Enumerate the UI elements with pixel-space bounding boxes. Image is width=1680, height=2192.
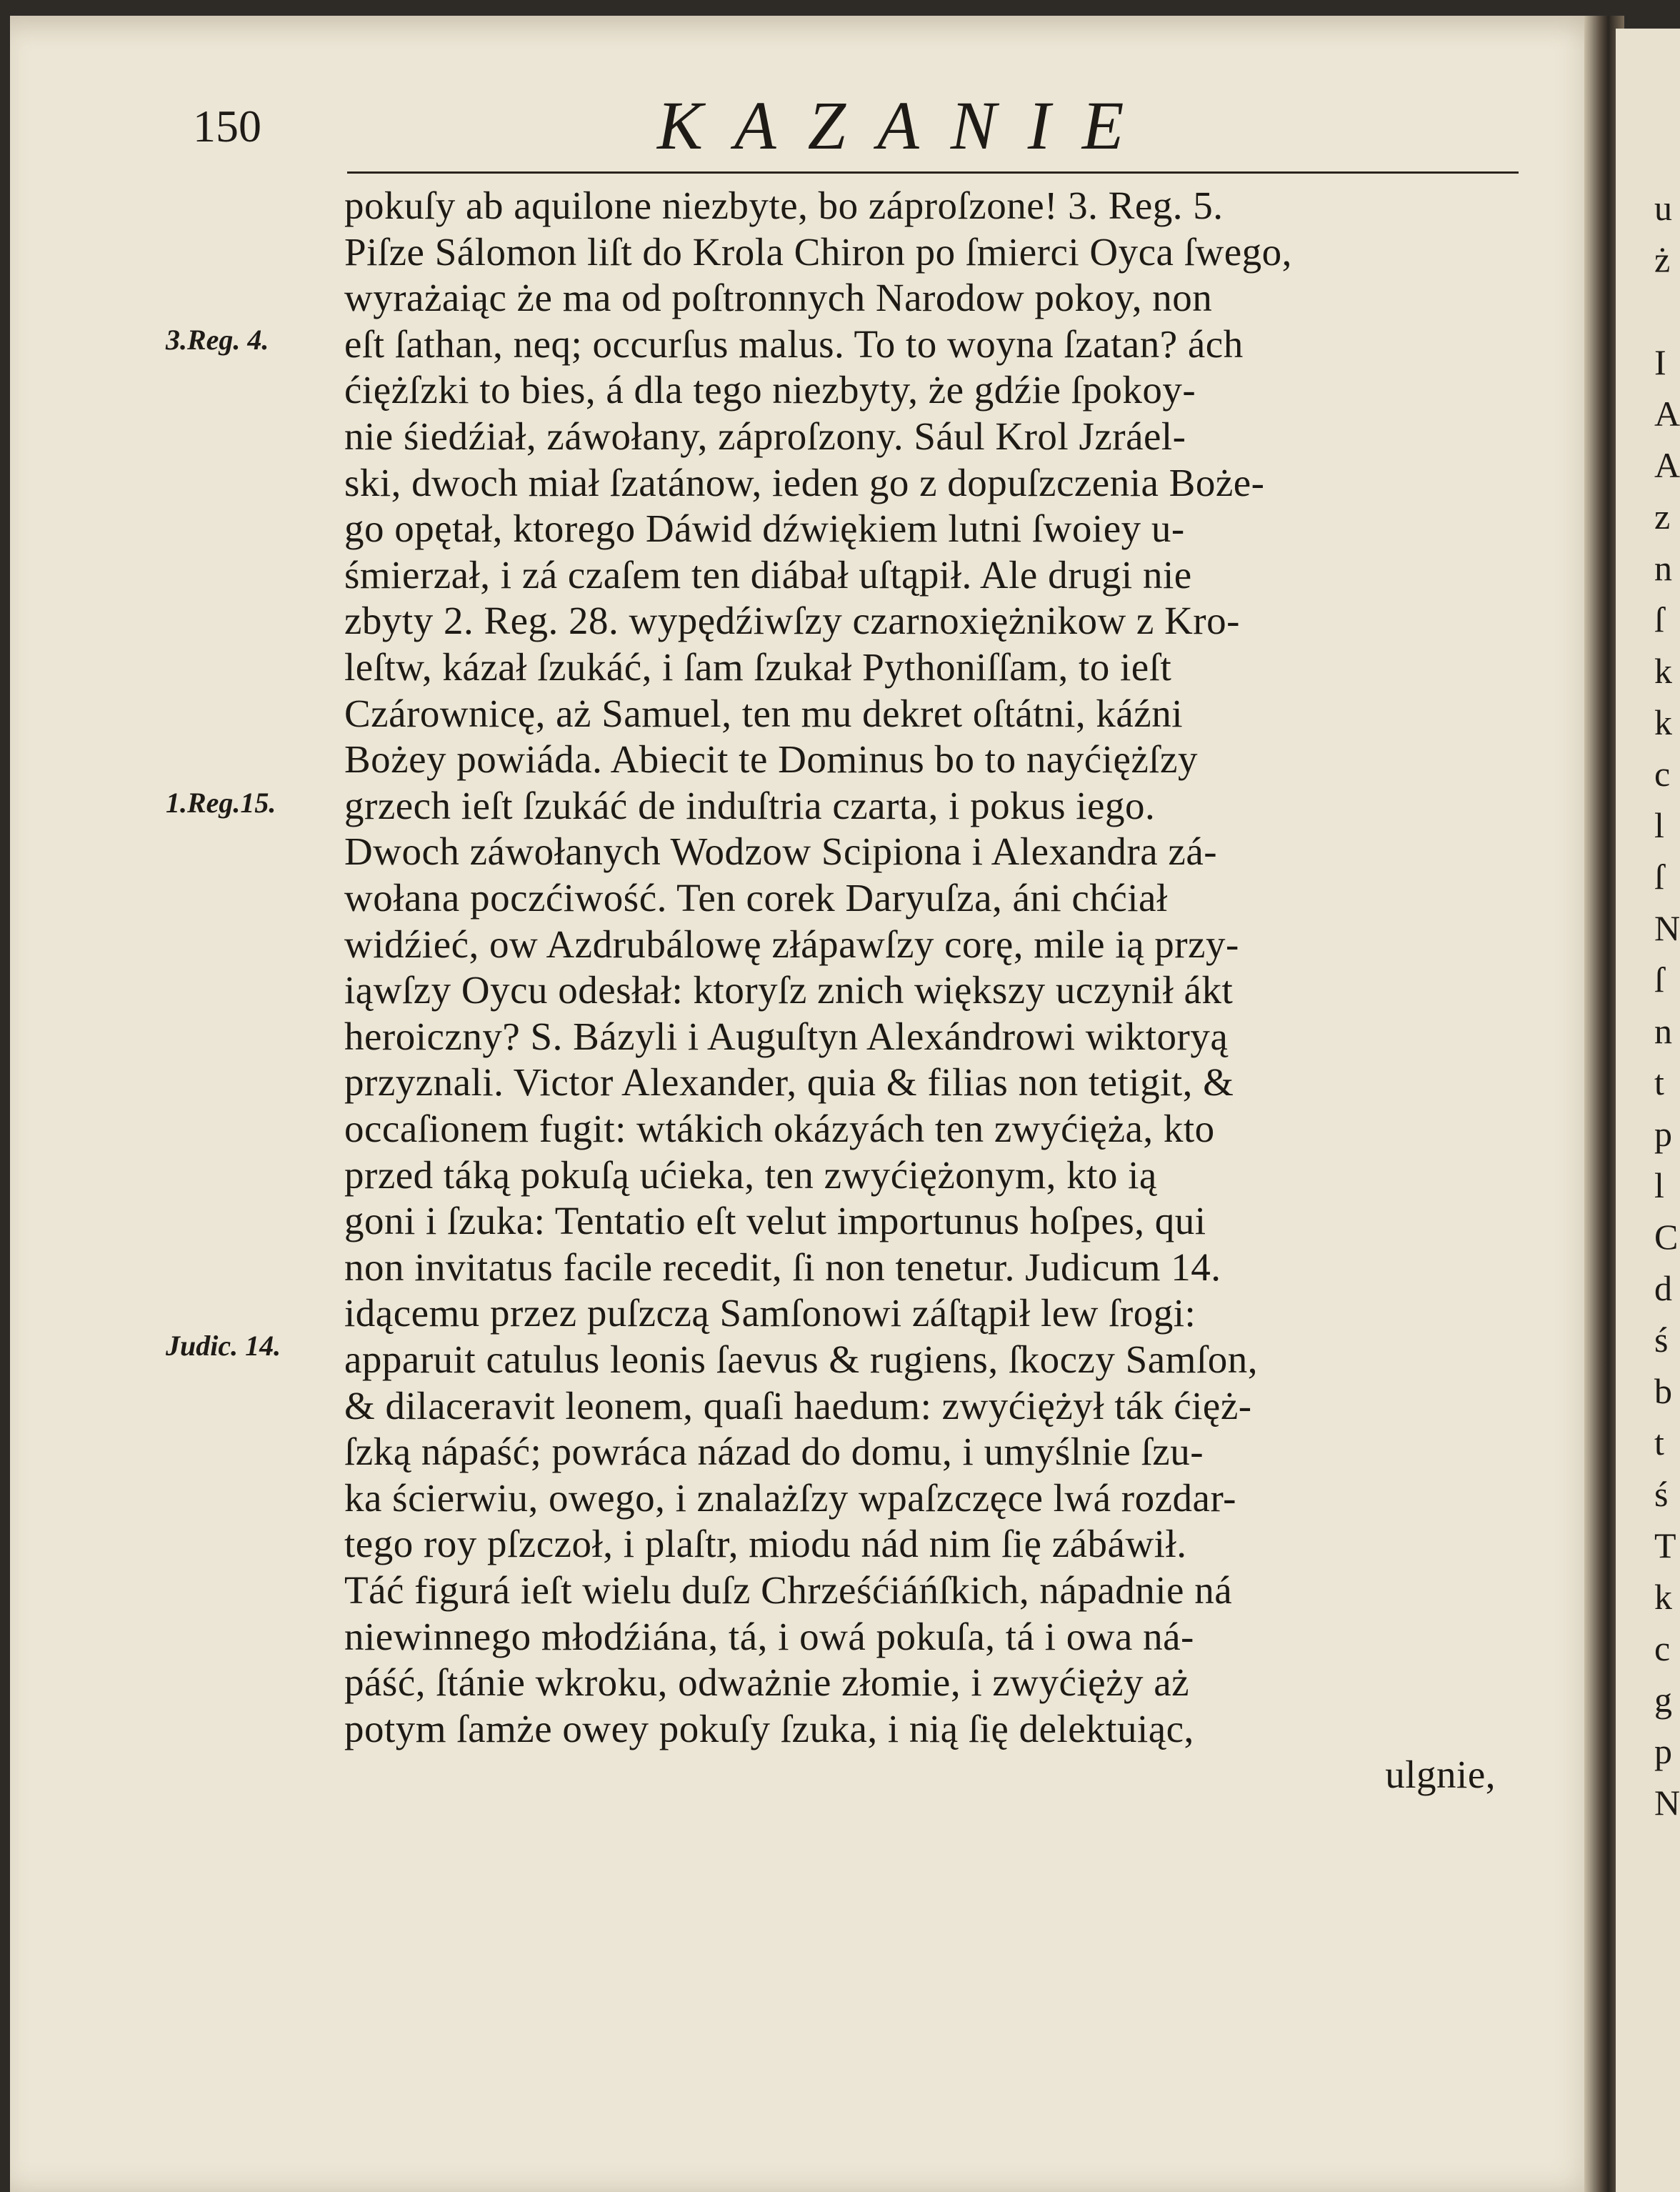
facing-page-char: t	[1654, 1062, 1664, 1102]
facing-page-char: n	[1654, 548, 1672, 588]
text-line: idącemu przez puſzczą Samſonowi záſtąpił lew ſrogi:	[344, 1291, 1196, 1335]
facing-page-char: ſ	[1654, 857, 1664, 897]
facing-page-edge	[1616, 29, 1680, 2192]
facing-page-char: ż	[1654, 239, 1671, 279]
facing-page-char: I	[1654, 342, 1666, 382]
facing-page-char: l	[1654, 805, 1664, 845]
text-line: niewinnego młodźiána, tá, i owá pokuſa, tá i owa ná-	[344, 1614, 1194, 1658]
facing-page-char: l	[1654, 1165, 1664, 1205]
text-line: przed táką pokuſą ućieka, ten zwyćiężonym, kto ią	[344, 1152, 1157, 1197]
margin-note: 3.Reg. 4.	[166, 324, 269, 356]
text-line: Piſze Sálomon liſt do Krola Chiron po ſmierci Oyca ſwego,	[344, 229, 1292, 274]
margin-note: 1.Reg.15.	[166, 787, 276, 819]
facing-page-char: c	[1654, 754, 1671, 794]
text-line: ulgnie,	[1385, 1753, 1496, 1797]
text-line: non invitatus facile recedit, ſi non tenetur. Judicum 14.	[344, 1245, 1221, 1289]
text-line: páść, ſtánie wkroku, odważnie złomie, i zwyćięży aż	[344, 1660, 1190, 1705]
facing-page-char: A	[1654, 394, 1680, 434]
facing-page-char: z	[1654, 497, 1671, 537]
text-line: leſtw, kázał ſzukáć, i ſam ſzukał Pythoniſſam, to ieſt	[344, 645, 1172, 689]
text-line: potym ſamże owey pokuſy ſzuka, i nią ſię delektuiąc,	[344, 1706, 1194, 1750]
text-line: occaſionem fugit: wtákich okázyách ten zwyćięża, kto	[344, 1107, 1215, 1150]
text-line: widźieć, ow Azdrubálowę złápawſzy corę, mile ią przy-	[344, 922, 1239, 966]
facing-page-char: N	[1654, 1783, 1680, 1823]
facing-page-char: c	[1654, 1628, 1671, 1668]
text-line: przyznali. Victor Alexander, quia & filias non tetigit, &	[344, 1060, 1234, 1105]
text-line: wyrażaiąc że ma od poſtronnych Narodow pokoy, non	[344, 276, 1213, 320]
text-line: ſzką nápaść; powráca názad do domu, i umyślnie ſzu-	[344, 1430, 1204, 1474]
facing-page-char: C	[1654, 1217, 1679, 1257]
text-line: śmierzał, i zá czaſem ten diábał uſtąpił. Ale drugi nie	[344, 552, 1192, 597]
text-line: ćiężſzki to bies, á dla tego niezbyty, że gdźie ſpokoy-	[344, 368, 1196, 412]
facing-page-char: ſ	[1654, 960, 1664, 1000]
text-line: & dilaceravit leonem, quaſi haedum: zwyćiężył ták ćięż-	[344, 1383, 1252, 1428]
facing-page-char: g	[1654, 1680, 1672, 1720]
text-line: eſt ſathan, neq; occurſus malus. To to woyna ſzatan? ách	[344, 322, 1244, 366]
text-line: Bożey powiáda. Abiecit te Dominus bo to nayćiężſzy	[344, 737, 1198, 782]
text-line: Dwoch záwołanych Wodzow Scipiona i Alexandra zá-	[344, 830, 1218, 874]
running-title: KAZANIE	[657, 87, 1156, 164]
text-line: heroiczny? S. Bázyli i Auguſtyn Alexándrowi wiktoryą	[344, 1014, 1229, 1058]
facing-page-char: u	[1654, 188, 1672, 228]
header-rule	[347, 171, 1519, 174]
text-line: grzech ieſt ſzukáć de induſtria czarta, i pokus iego.	[344, 783, 1156, 827]
text-line: apparuit catulus leonis ſaevus & rugiens, ſkoczy Samſon,	[344, 1337, 1258, 1381]
facing-page-char: p	[1654, 1114, 1672, 1154]
facing-page-char: N	[1654, 908, 1680, 948]
text-line: ka ścierwiu, owego, i znalażſzy wpaſzczęce lwá rozdar-	[344, 1475, 1236, 1520]
page-number: 150	[193, 101, 261, 151]
text-line: zbyty 2. Reg. 28. wypędźiwſzy czarnoxiężnikow z Kro-	[344, 599, 1240, 643]
text-line: iąwſzy Oycu odesłał: ktoryſz znich większy uczynił ákt	[344, 968, 1234, 1012]
facing-page-char: k	[1654, 1577, 1672, 1617]
facing-page-char: b	[1654, 1371, 1672, 1411]
facing-page-char: ś	[1654, 1474, 1669, 1514]
facing-page-char: k	[1654, 702, 1672, 742]
text-line: goni i ſzuka: Tentatio eſt velut importunus hoſpes, qui	[344, 1199, 1206, 1243]
facing-page-char: T	[1654, 1525, 1676, 1565]
facing-page-char: n	[1654, 1011, 1672, 1051]
text-line: go opętał, ktorego Dáwid dźwiękiem lutni ſwoiey u-	[344, 507, 1185, 551]
text-line: pokuſy ab aquilone niezbyte, bo záproſzone! 3. Reg. 5.	[344, 184, 1224, 227]
margin-note: Judic. 14.	[166, 1330, 281, 1362]
facing-page-char: k	[1654, 651, 1672, 691]
text-line: Táć figurá ieſt wielu duſz Chrześćiáńſkich, nápadnie ná	[344, 1568, 1233, 1612]
facing-page-char: ś	[1654, 1320, 1669, 1360]
text-line: nie śiedźiał, záwołany, záproſzony. Sául Krol Jzráel-	[344, 414, 1186, 458]
facing-page-char: t	[1654, 1423, 1664, 1463]
text-line: Czárownicę, aż Samuel, ten mu dekret oſtátni, káźni	[344, 691, 1183, 735]
text-line: ski, dwoch miał ſzatánow, ieden go z dopuſzczenia Boże-	[344, 460, 1265, 504]
facing-page-char: A	[1654, 445, 1680, 485]
facing-page-char: ſ	[1654, 599, 1664, 639]
facing-page-char: p	[1654, 1731, 1672, 1771]
text-line: wołana poczćiwość. Ten corek Daryuſza, áni chćiał	[344, 876, 1168, 920]
facing-page-char: d	[1654, 1268, 1672, 1308]
text-line: tego roy pſzczoł, i plaſtr, miodu nád nim ſię zábáwił.	[344, 1522, 1187, 1566]
